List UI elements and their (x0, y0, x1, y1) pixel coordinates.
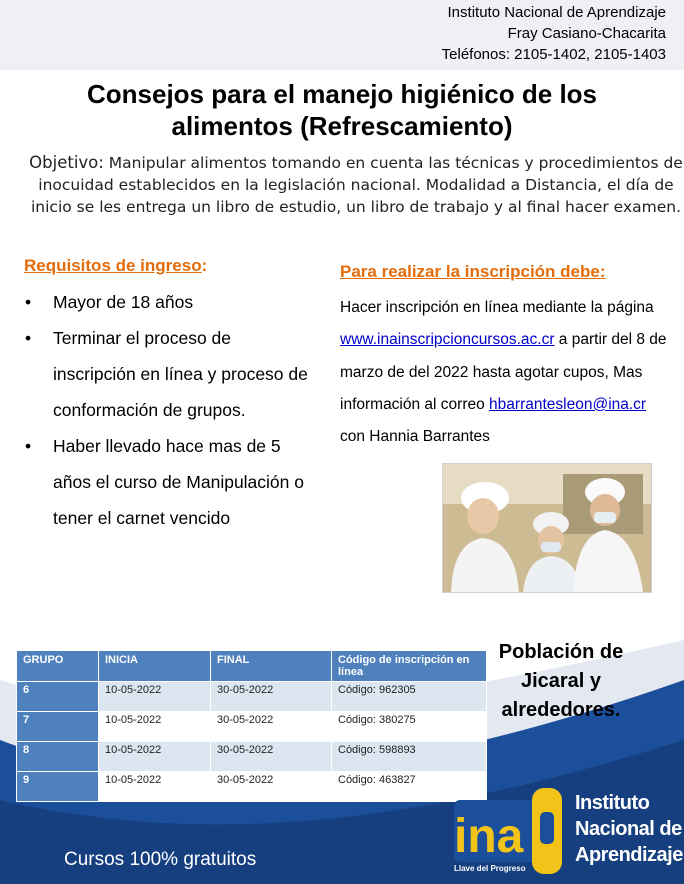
objective-paragraph (26, 152, 684, 218)
registration-instructions (340, 292, 670, 453)
registration-heading: Para realizar la inscripción debe: (340, 262, 606, 281)
registration-text: con Hannia Barrantes (340, 428, 490, 446)
group-number: 7 (17, 712, 99, 742)
requirements-heading (24, 256, 207, 276)
end-date: 30-05-2022 (211, 742, 332, 772)
ina-org-name (575, 790, 683, 868)
start-date: 10-05-2022 (99, 712, 211, 742)
start-date: 10-05-2022 (99, 742, 211, 772)
page-title-line-2: alimentos (Refrescamiento) (171, 111, 513, 141)
table-row (17, 682, 487, 712)
bullet-icon: • (25, 328, 32, 348)
bullet-icon: • (25, 292, 32, 312)
group-number: 9 (17, 772, 99, 802)
end-date: 30-05-2022 (211, 772, 332, 802)
registration-code: Código: 598893 (332, 742, 487, 772)
table-header-row (17, 651, 487, 682)
requirement-text: Mayor de 18 años (53, 292, 194, 312)
registration-text: a partir del 8 de marzo de del 2022 hasta agotar cupos, Mas información al correo (340, 331, 667, 413)
table-row (17, 772, 487, 802)
table-row (17, 742, 487, 772)
objective-label: Objetivo: (29, 153, 104, 172)
group-number: 8 (17, 742, 99, 772)
group-number: 6 (17, 682, 99, 712)
requirement-item (22, 284, 312, 320)
org-name-line: Nacional de (575, 818, 682, 840)
column-header-grupo: GRUPO (17, 651, 99, 682)
requirement-item (22, 320, 312, 428)
org-name-line: Aprendizaje (575, 844, 683, 866)
requirements-list (22, 284, 312, 536)
food-handlers-photo (442, 463, 652, 593)
start-date: 10-05-2022 (99, 682, 211, 712)
registration-website-link[interactable]: www.inainscripcioncursos.ac.cr (340, 331, 555, 349)
registration-code: Código: 962305 (332, 682, 487, 712)
bullet-icon: • (25, 436, 32, 456)
requirement-text: Haber llevado hace mas de 5 años el curso de Manipulación o tener el carnet vencido (53, 436, 304, 528)
org-name-line: Instituto (575, 792, 650, 814)
requirements-heading-text: Requisitos de ingreso (24, 256, 202, 275)
page-title-line-1: Consejos para el manejo higiénico de los (86, 79, 598, 109)
requirement-item (22, 428, 312, 536)
requirement-text: Terminar el proceso de inscripción en línea y proceso de conformación de grupos. (53, 328, 308, 420)
end-date: 30-05-2022 (211, 682, 332, 712)
table-row (17, 712, 487, 742)
start-date: 10-05-2022 (99, 772, 211, 802)
end-date: 30-05-2022 (211, 712, 332, 742)
groups-table (16, 650, 487, 802)
registration-code: Código: 463827 (332, 772, 487, 802)
photo-illustration (443, 464, 651, 592)
target-population: Población de Jicaral y alrededores. (498, 641, 624, 721)
requirements-heading-colon: : (201, 256, 208, 275)
objective-text: Manipular alimentos tomando en cuenta las técnicas y procedimientos de inocuidad establecidos en la legislación nacional. Modalidad a Distancia, el día de inicio se les entrega un libro de estudio, un libro de trabajo y al final hacer examen. (30, 154, 683, 216)
institution-location: Fray Casiano-Chacarita (507, 25, 666, 42)
logo-word: ina (454, 810, 524, 863)
institution-phones: Teléfonos: 2105-1402, 2105-1403 (441, 46, 666, 63)
logo-slogan: Llave del Progreso (454, 864, 526, 873)
contact-email-link[interactable]: hbarrantesleon@ina.cr (489, 395, 647, 413)
registration-code: Código: 380275 (332, 712, 487, 742)
institution-name: Instituto Nacional de Aprendizaje (447, 4, 666, 21)
registration-text: Hacer inscripción en línea mediante la página (340, 299, 654, 316)
column-header-codigo: Código de inscripción en línea (332, 651, 487, 682)
page-title (0, 78, 684, 142)
free-courses-text: Cursos 100% gratuitos (64, 849, 257, 870)
column-header-inicia: INICIA (99, 651, 211, 682)
column-header-final: FINAL (211, 651, 332, 682)
institution-contact (442, 2, 666, 65)
